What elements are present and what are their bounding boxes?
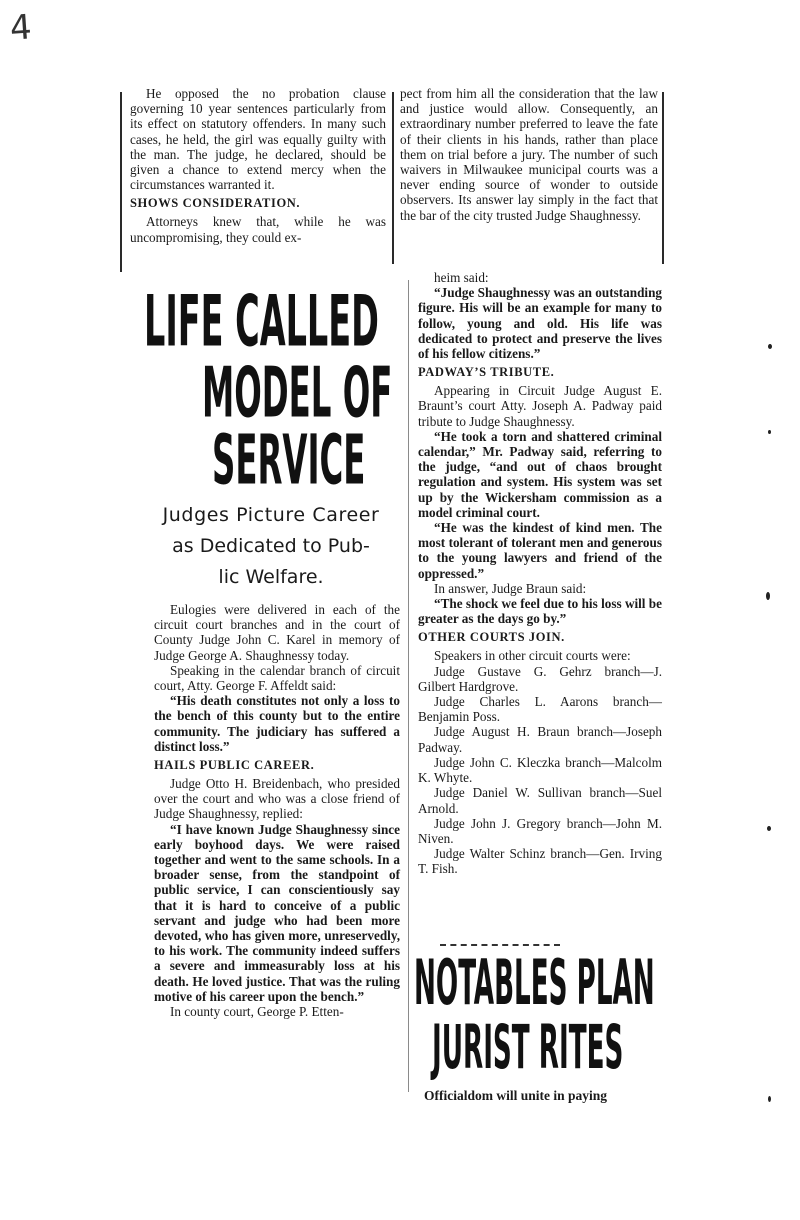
speaker-item: Judge Walter Schinz branch—Gen. Irving T. Fish. (418, 846, 662, 877)
left-column (154, 602, 400, 1019)
speaker-item: Judge Charles L. Aarons branch—Benjamin Poss. (418, 694, 662, 725)
headline-life-called (140, 280, 402, 501)
right-paragraph-1: “Judge Shaughnessy was an outstanding figure. His will be an example for many to follow, young and old. His life was dedicated to protect and preserve the lives of his fellow citizens.” (418, 285, 662, 362)
speaker-item: Judge John C. Kleczka branch—Malcolm K. Whyte. (418, 754, 662, 786)
top-left-paragraph-2: Attorneys knew that, while he was uncompromising, they could ex- (130, 214, 386, 245)
scan-speck (766, 592, 770, 600)
subhead-padways-tribute: PADWAY’S TRIBUTE. (418, 365, 555, 380)
deck-line-1: Judges Picture Career (162, 504, 380, 526)
left-paragraph-1: Eulogies were delivered in each of the circuit court branches and in the court of County Judge John C. Karel in memory of Judge George A. Shaughnessy today. (154, 602, 400, 663)
left-paragraph-2: Speaking in the calendar branch of circuit court, Atty. George F. Affeldt said: (154, 662, 400, 694)
top-right-paragraph: pect from him all the consideration that the law and justice would allow. Consequently, an extraordinary number preferred to leave the fate of their clients in his hands, rather than place them on trial before a jury. The number of such waivers in Milwaukee municipal courts was a never ending source of wonder to outside observers. Its answer lay simply in the fact that the bar of the city trusted Judge Shaughnessy. (400, 86, 658, 223)
left-paragraph-3: “His death constitutes not only a loss to the bench of this county but to the entire community. The judiciary has suffered a distinct loss.” (154, 693, 400, 754)
right-paragraph-0: heim said: (434, 270, 489, 285)
column-divider-main (408, 280, 409, 1092)
headline2-deck (424, 1088, 668, 1103)
left-paragraph-6: In county court, George P. Etten- (170, 1004, 344, 1020)
left-paragraph-4: Judge Otto H. Breidenbach, who presided over the court and who was a close friend of Judge Shaughnessy, replied: (154, 776, 400, 822)
speaker-item: Judge Gustave G. Gehrz branch—J. Gilbert Hardgrove. (418, 663, 662, 694)
headline-line-1: LIFE CALLED (144, 280, 379, 364)
top-right-column (400, 86, 658, 223)
scan-speck (768, 344, 772, 349)
column-divider-top (392, 92, 394, 264)
right-paragraph-2: Appearing in Circuit Judge August E. Braunt’s court Atty. Joseph A. Padway paid tribute to Judge Shaughnessy. (418, 383, 662, 429)
headline-line-2: MODEL OF (202, 352, 393, 434)
subhead-other-courts-join: OTHER COURTS JOIN. (418, 630, 565, 645)
headline2-line-2: JURIST RITES (432, 1012, 624, 1083)
headline-deck (138, 500, 404, 593)
left-paragraph-5: “I have known Judge Shaughnessy since early boyhood days. We were raised together and went to the same schools. In a broader sense, from the standpoint of public service, I can conscientiously say that it is hard to conceive of a public servant and judge who had been more devoted, who has given more, unreservedly, to his work. The community indeed suffers a severe and immeasurably loss at his death. He loved justice. That was the ruling motive of his career upon the bench.” (154, 821, 400, 1004)
deck-line-3: lic Welfare. (218, 566, 324, 588)
deck-line-2: as Dedicated to Pub- (172, 535, 370, 557)
right-column (418, 270, 662, 877)
headline-line-3: SERVICE (212, 420, 366, 501)
top-left-column (130, 86, 386, 245)
scan-speck (767, 826, 771, 831)
page-number: 4 (8, 7, 34, 49)
right-paragraph-7: Speakers in other circuit courts were: (434, 648, 631, 664)
right-paragraph-6: “The shock we feel due to his loss will be greater as the days go by.” (418, 596, 662, 627)
subhead-shows-consideration: SHOWS CONSIDERATION. (130, 196, 301, 211)
speaker-item: Judge August H. Braun branch—Joseph Padway. (418, 724, 662, 755)
headline2-deck-text: Officialdom will unite in paying (424, 1088, 608, 1103)
scan-speck (768, 430, 771, 434)
top-left-paragraph: He opposed the no probation clause governing 10 year sentences particularly from its effect on statutory offenders. In many such cases, he held, the girl was equally guilty with the man. The judge, he declared, should be given a chance to extend mercy when the circumstances warranted it. (130, 86, 386, 193)
headline-notables-plan (412, 946, 674, 1083)
speaker-item: Judge Daniel W. Sullivan branch—Suel Arnold. (418, 785, 662, 816)
right-paragraph-3: “He took a torn and shattered criminal calendar,” Mr. Padway said, referring to the judge, “and out of chaos brought regulation and system. His system was set up by the Wickersham commission as a model criminal court. (418, 428, 662, 520)
right-paragraph-4: “He was the kindest of kind men. The most tolerant of tolerant men and generous to the young lawyers and friend of the oppressed.” (418, 520, 662, 581)
scan-speck (768, 1096, 771, 1102)
headline2-line-1: NOTABLES PLAN (414, 946, 655, 1020)
right-paragraph-5: In answer, Judge Braun said: (434, 580, 587, 596)
speaker-item: Judge John J. Gregory branch—John M. Niven. (418, 815, 662, 846)
subhead-hails-public-career: HAILS PUBLIC CAREER. (154, 758, 315, 773)
clipping-left-border (120, 92, 122, 272)
clipping-right-border (662, 92, 664, 264)
